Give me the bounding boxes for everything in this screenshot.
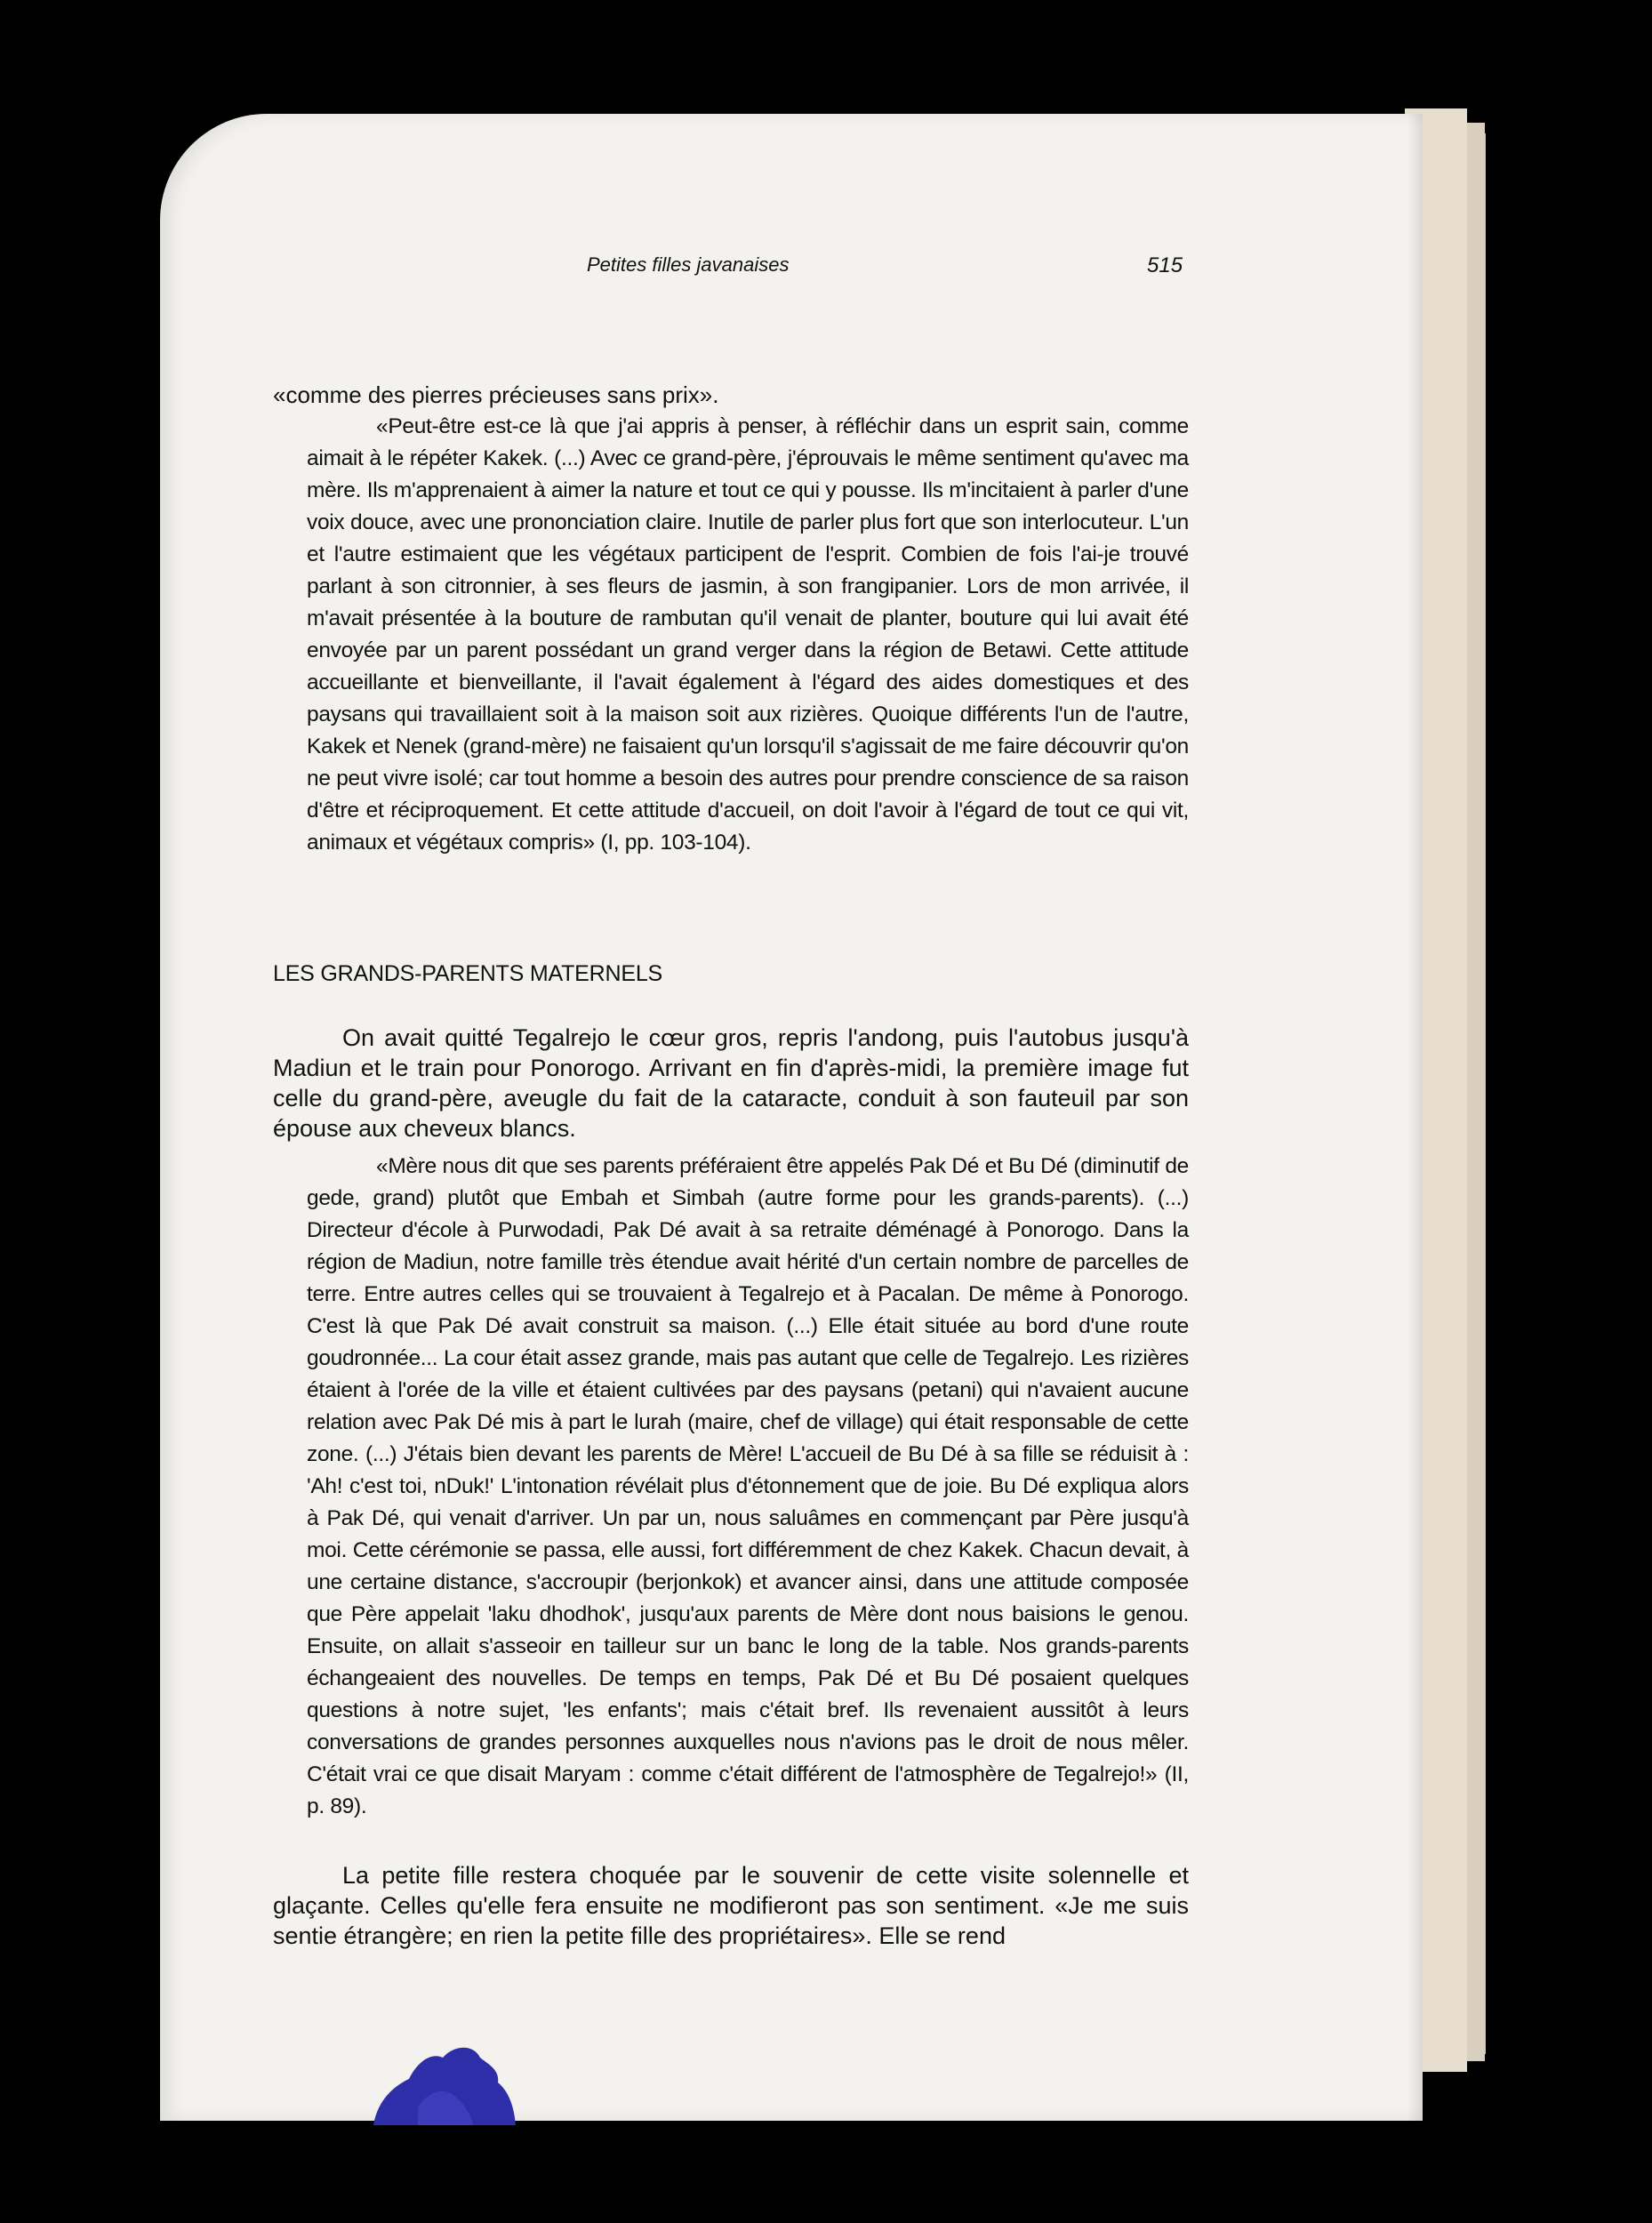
quote-1-text: «Peut-être est-ce là que j'ai appris à penser, à réfléchir dans un esprit sain, comme aimait à le répéter Kakek. (...) Avec ce grand-père, j'éprouvais le même sentiment qu'avec ma mère. Ils m'apprenaient à aimer la nature et tout ce qui y pousse. Ils m'incitaient à parler d'une voix douce, avec une prononciation claire. Inutile de parler plus fort que son interlocuteur. L'un et l'autre estimaient que les végétaux participent de l'esprit. Combien de fois l'ai-je trouvé parlant à son citronnier, à ses fleurs de jasmin, à son frangipanier. Lors de mon arrivée, il m'avait présentée à la bouture de rambutan qu'il venait de planter, bouture qui lui avait été envoyée par un parent possédant un grand verger dans la région de Betawi. Cette attitude accueillante et bienveillante, il l'avait également à l'égard des aides domestiques et des paysans qui travaillaient soit à la maison soit aux rizières. Quoique différents l'un de l'autre, Kakek et Nenek (grand-mère) ne faisaient qu'un lorsqu'il s'agissait de me faire découvrir qu'on ne peut vivre isolé; car tout homme a besoin des autres pour prendre conscience de sa raison d'être et réciproquement. Et cette attitude d'accueil, on doit l'avoir à l'égard de tout ce qui vit, animaux et végétaux compris» (I, pp. 103-104). [307,414,1189,855]
quote-paragraph-1 [307,411,1189,859]
body-paragraph-2 [273,1860,1189,1951]
quote-paragraph-2 [307,1151,1189,1823]
body-1-text: On avait quitté Tegalrejo le cœur gros, repris l'andong, puis l'autobus jusqu'à Madiun et le train pour Ponorogo. Arrivant en fin d'après-midi, la première image fut celle du grand-père, aveugle du fait de la cataracte, conduit à son fauteuil par son épouse aux cheveux blancs. [273,1024,1189,1142]
section-heading: LES GRANDS-PARENTS MATERNELS [273,961,663,986]
page-number: 515 [1147,253,1183,277]
body-paragraph-1 [273,1023,1189,1144]
quote-2-text: «Mère nous dit que ses parents préféraient être appelés Pak Dé et Bu Dé (diminutif de gede, grand) plutôt que Embah et Simbah (autre forme pour les grands-parents). (...) Directeur d'école à Purwodadi, Pak Dé avait à sa retraite déménagé à Ponorogo. Dans la région de Madiun, notre famille très étendue avait hérité d'un certain nombre de parcelles de terre. Entre autres celles qui se trouvaient à Tegalrejo et à Pacalan. De même à Ponorogo. C'est là que Pak Dé avait construit sa maison. (...) Elle était située au bord d'une route goudronnée... La cour était assez grande, mais pas autant que celle de Tegalrejo. Les rizières étaient à l'orée de la ville et étaient cultivées par des paysans (petani) qui n'avaient aucune relation avec Pak Dé mis à part le lurah (maire, chef de village) qui était responsable de cette zone. (...) J'étais bien devant les parents de Mère! L'accueil de Bu Dé à sa fille se réduisit à : 'Ah! c'est toi, nDuk!' L'intonation révélait plus d'étonnement que de joie. Bu Dé expliqua alors à Pak Dé, qui venait d'arriver. Un par un, nous saluâmes en commençant par Père jusqu'à moi. Cette cérémonie se passa, elle aussi, fort différemment de chez Kakek. Chacun devait, à une certaine distance, s'accroupir (berjonkok) et avancer ainsi, dans une attitude composée que Père appelait 'laku dhodhok', jusqu'aux parents de Mère dont nous baisions le genou. Ensuite, on allait s'asseoir en tailleur sur un banc le long de la table. Nos grands-parents échangeaient des nouvelles. De temps en temps, Pak Dé et Bu Dé posaient quelques questions à notre sujet, 'les enfants'; mais c'était bref. Ils revenaient aussitôt à leurs conversations de grandes personnes auxquelles nous n'avions pas le droit de nous mêler. C'était vrai ce que disait Maryam : comme c'était différent de l'atmosphère de Tegalrejo!» (II, p. 89). [307,1154,1189,1818]
ink-stain-mark [365,2018,525,2125]
running-head: Petites filles javanaises [587,253,790,276]
body-2-text: La petite fille restera choquée par le souvenir de cette visite solennelle et glaçante. Celles qu'elle fera ensuite ne modifieront pas son sentiment. «Je me suis sentie étrangère; en rien la petite fille des propriétaires». Elle se rend [273,1862,1189,1949]
intro-line: «comme des pierres précieuses sans prix». [273,381,719,408]
